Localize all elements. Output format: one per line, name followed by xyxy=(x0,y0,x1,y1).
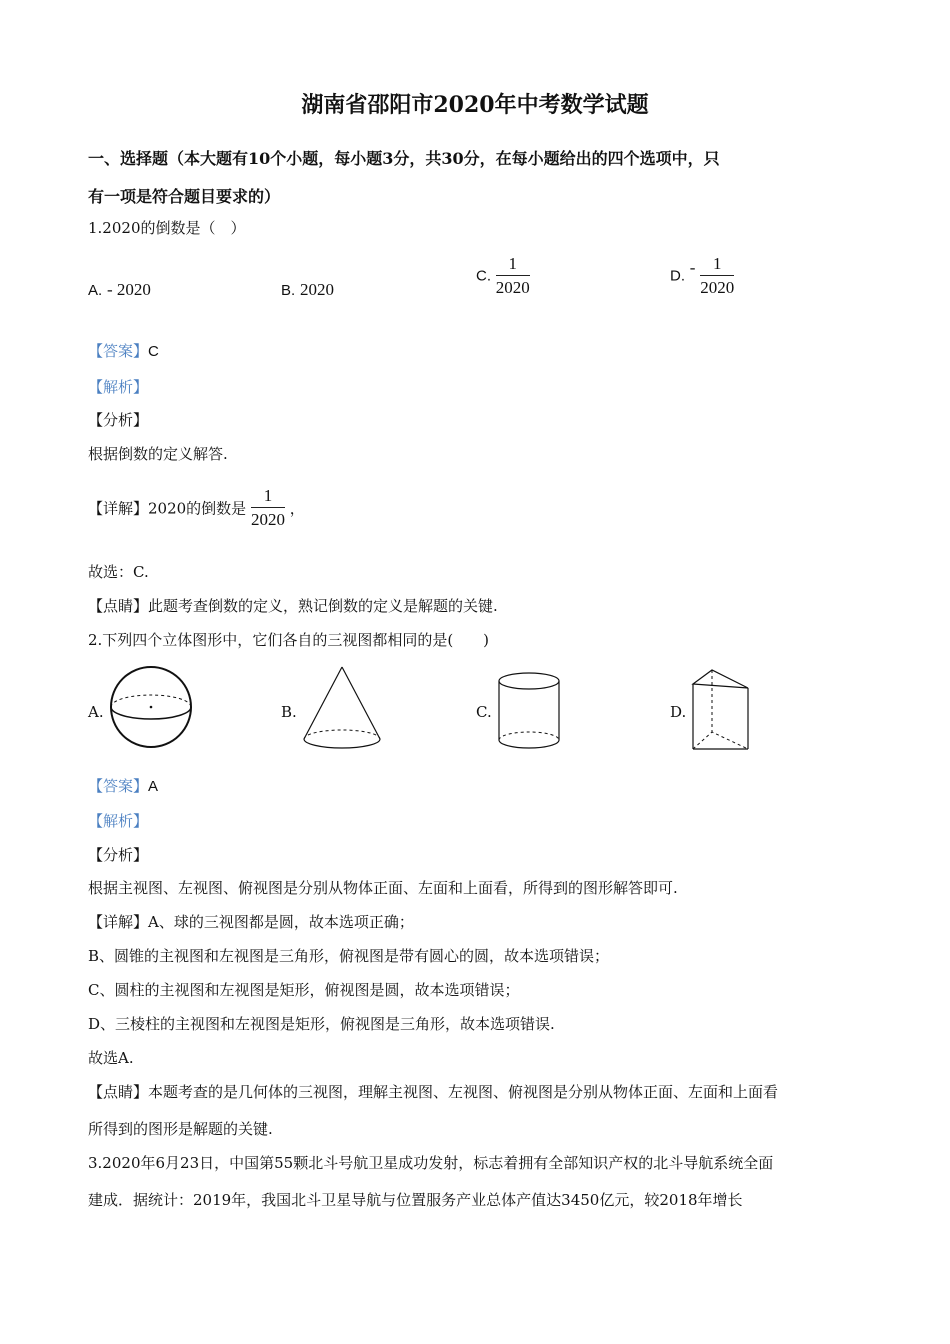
q1-option-c-fraction xyxy=(496,254,530,298)
q2-answer-tag: 【答案】 xyxy=(88,777,149,795)
q2-answer-value: A xyxy=(148,778,159,795)
q2-comment-line-2: 所得到的图形是解题的关键. xyxy=(88,1120,273,1138)
page-title: 湖南省邵阳市2020年中考数学试题 xyxy=(301,92,649,118)
cylinder-icon xyxy=(496,670,562,752)
q2-comment-line-1: 【点睛】本题考查的是几何体的三视图，理解主视图、左视图、俯视图是分别从物体正面、左面和上面看 xyxy=(88,1083,779,1101)
q1-option-d-numerator: 1 xyxy=(700,254,734,276)
q1-option-a-value: - 2020 xyxy=(106,280,151,299)
q2-option-b-label: B. xyxy=(281,703,297,721)
q1-option-a xyxy=(88,280,151,300)
section-heading-line-2: 有一项是符合题目要求的） xyxy=(88,187,281,206)
q1-stem: 1.2020的倒数是（ ） xyxy=(88,219,246,237)
q1-detail-numerator: 1 xyxy=(251,486,285,508)
q1-option-a-label: A. xyxy=(88,282,103,299)
q3-stem-line-2: 建成．据统计：2019年，我国北斗卫星导航与位置服务产业总体产值达3450亿元，较2018年增长 xyxy=(88,1191,743,1209)
q1-option-d-label: D. xyxy=(670,267,685,285)
q1-option-c xyxy=(476,254,530,298)
q1-detail-suffix: ， xyxy=(289,499,305,518)
q1-option-d-sign: - xyxy=(689,258,696,277)
q2-choose: 故选A. xyxy=(88,1049,134,1067)
q1-option-b xyxy=(281,280,334,300)
q1-option-c-label: C. xyxy=(476,267,491,285)
q1-fenxi-text: 根据倒数的定义解答. xyxy=(88,445,228,463)
q1-option-c-denominator: 2020 xyxy=(495,278,530,297)
q1-option-d xyxy=(670,254,734,298)
q1-answer-value: C xyxy=(148,343,159,360)
q2-fenxi-text: 根据主视图、左视图、俯视图是分别从物体正面、左面和上面看，所得到的图形解答即可. xyxy=(88,879,678,897)
q1-answer xyxy=(88,340,159,361)
q2-answer xyxy=(88,775,158,796)
q2-detail-d: D、三棱柱的主视图和左视图是矩形，俯视图是三角形，故本选项错误. xyxy=(88,1015,555,1033)
q2-detail-b: B、圆锥的主视图和左视图是三角形，俯视图是带有圆心的圆，故本选项错误； xyxy=(88,947,610,965)
q2-detail-c: C、圆柱的主视图和左视图是矩形，俯视图是圆，故本选项错误； xyxy=(88,981,520,999)
q1-option-b-value: 2020 xyxy=(299,280,334,299)
q2-option-a-label: A. xyxy=(88,703,104,721)
q1-analysis-tag: 【解析】 xyxy=(88,378,149,396)
q1-detail xyxy=(88,486,305,530)
q2-detail-a: 【详解】A、球的三视图都是圆，故本选项正确； xyxy=(88,913,414,931)
q1-option-b-label: B. xyxy=(281,282,296,299)
section-heading-line-1: 一、选择题（本大题有10个小题，每小题3分，共30分，在每小题给出的四个选项中，只 xyxy=(88,149,720,168)
q1-fenxi-tag: 【分析】 xyxy=(88,411,149,429)
q1-comment: 【点睛】此题考查倒数的定义，熟记倒数的定义是解题的关键. xyxy=(88,597,498,615)
q2-stem: 2.下列四个立体图形中，它们各自的三视图都相同的是( ) xyxy=(88,631,490,649)
q2-option-d-label: D. xyxy=(670,703,687,721)
q2-analysis-tag: 【解析】 xyxy=(88,812,149,830)
q1-answer-tag: 【答案】 xyxy=(88,342,149,360)
q2-fenxi-tag: 【分析】 xyxy=(88,846,149,864)
q1-option-d-denominator: 2020 xyxy=(700,278,735,297)
q3-stem-line-1: 3.2020年6月23日，中国第55颗北斗号航卫星成功发射，标志着拥有全部知识产权的北斗导航系统全面 xyxy=(88,1154,774,1172)
q1-option-d-fraction xyxy=(700,254,734,298)
q2-option-c-label: C. xyxy=(476,703,492,721)
q1-option-c-numerator: 1 xyxy=(496,254,530,276)
q1-detail-denominator: 2020 xyxy=(250,510,285,529)
q1-detail-fraction xyxy=(251,486,285,530)
cone-icon xyxy=(300,664,384,752)
sphere-icon xyxy=(108,664,194,750)
q1-choose: 故选：C. xyxy=(88,563,149,581)
triangular-prism-icon xyxy=(688,666,754,754)
q1-detail-prefix: 【详解】2020的倒数是 xyxy=(88,499,247,518)
